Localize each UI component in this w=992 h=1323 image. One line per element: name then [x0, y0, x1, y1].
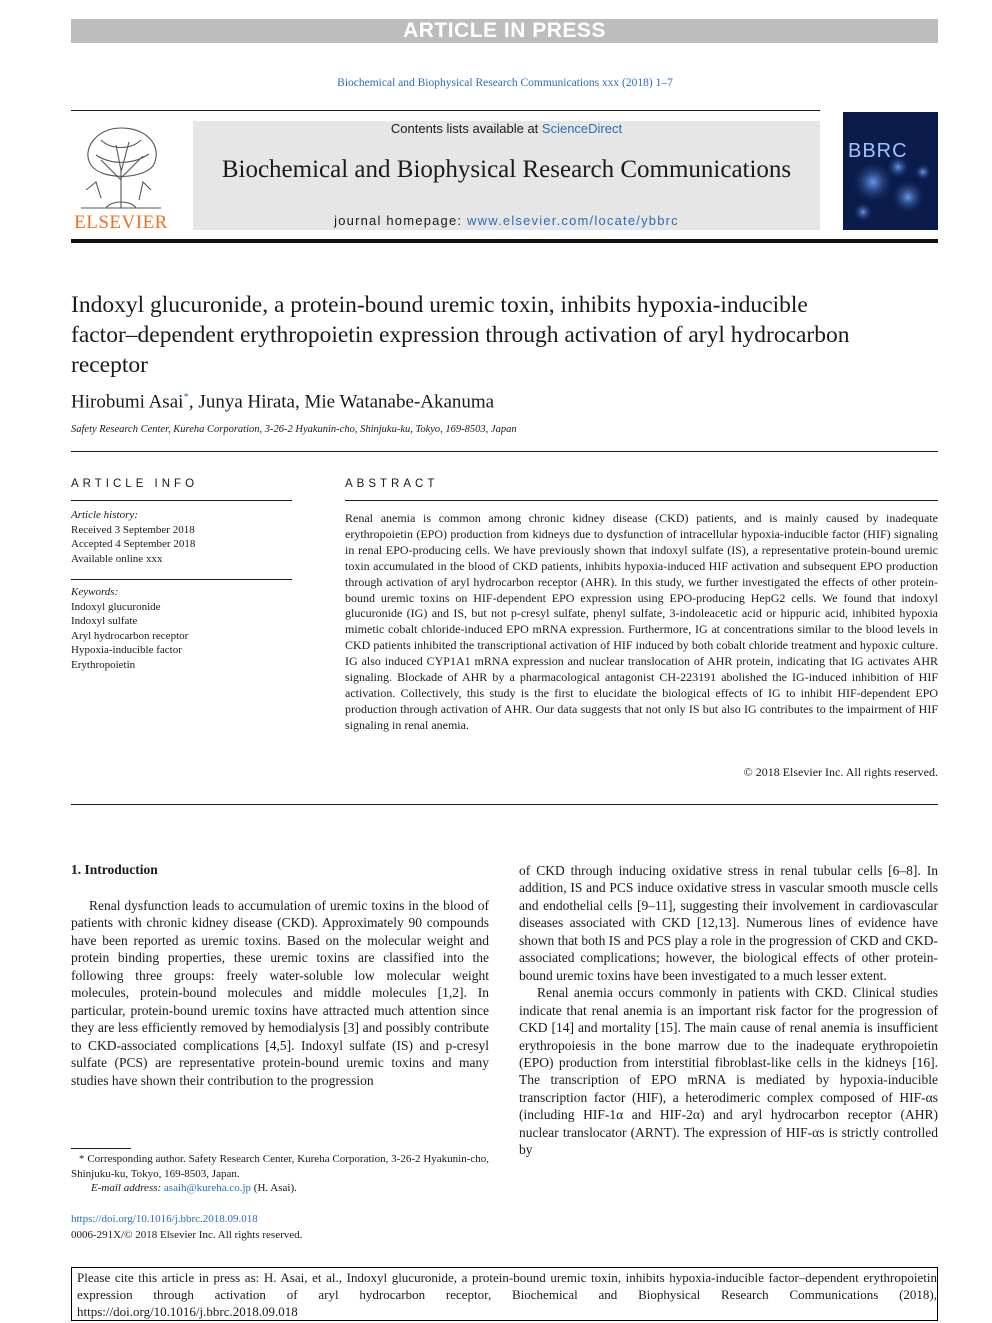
keywords-block [71, 585, 292, 672]
corresponding-mark[interactable]: * [183, 391, 189, 403]
keyword: Aryl hydrocarbon receptor [71, 629, 189, 642]
intro-paragraph: Renal dysfunction leads to accumulation of uremic toxins in the blood of patients with chronic kidney disease (CKD). Approximately 90 compounds have been reported as uremic toxins. Based on the molecular weight and protein binding properties, these uremic toxins are classified into the following three groups: freely water-soluble low molecular weight molecules, protein-bound molecules and middle molecules [1,2]. In particular, protein-bound uremic toxins have attracted much attention since they are less efficiently removed by hemodialysis [3] and possibly contribute to CKD-associated complications [4,5]. Indoxyl sulfate (IS) and p-cresyl sulfate (PCS) are representative protein-bound uremic toxins and many studies have shown their contribution to the progression [71, 898, 489, 1088]
journal-homepage [193, 213, 820, 228]
info-top-rule [71, 451, 938, 452]
header-rule [71, 110, 820, 111]
article-in-press-banner: ARTICLE IN PRESS [71, 19, 938, 43]
author-list [71, 391, 494, 413]
intro-left-column [71, 897, 489, 1089]
author-rest: , Junya Hirata, Mie Watanabe-Akanuma [188, 391, 495, 413]
sciencedirect-link[interactable]: ScienceDirect [541, 121, 623, 136]
received-date: Received 3 September 2018 [71, 523, 195, 536]
online-date: Available online xxx [71, 552, 163, 565]
header-thick-rule [71, 239, 938, 243]
article-history [71, 508, 292, 566]
journal-title: Biochemical and Biophysical Research Communications [221, 156, 792, 183]
cite-this-article-box: Please cite this article in press as: H. Asai, et al., Indoxyl glucuronide, a protein-bound uremic toxin, inhibits hypoxia-inducible factor–dependent erythropoietin expression through activation of aryl hydrocarbon receptor, Biochemical and Biophysical Research Communications (2018), https://doi.org/10.1016/j.bbrc.2018.09.018 [71, 1267, 938, 1321]
email-line [71, 1181, 489, 1196]
doi-block [71, 1211, 302, 1243]
keyword: Indoxyl sulfate [71, 615, 138, 627]
elsevier-wordmark: ELSEVIER [74, 212, 168, 233]
email-label: E-mail address: [91, 1182, 164, 1194]
contents-line [193, 121, 820, 136]
intro-paragraph: Renal anemia occurs commonly in patients with CKD. Clinical studies indicate that renal anemia is an important risk factor for the progression of CKD [14] and mortality [15]. The main cause of renal anemia is insufficient erythropoiesis in the bone marrow due to the inadequate erythropoietin (EPO) production from interstitial fibroblast-like cells in the kidneys [16]. The transcription of EPO mRNA is mediated by hypoxia-inducible transcription factor (HIF), a heterodimeric complex composed of HIF-αs (including HIF-1α and HIF-2α) and aryl hydrocarbon receptor (AHR) nuclear translocator (ARNT). The expression of HIF-αs is strictly controlled by [519, 985, 938, 1158]
affiliation: Safety Research Center, Kureha Corporation, 3-26-2 Hyakunin-cho, Shinjuku-ku, Tokyo, 169-8503, Japan [71, 424, 517, 435]
keywords-label: Keywords: [71, 586, 119, 598]
contents-prefix: Contents lists available at [390, 121, 542, 136]
introduction-heading: 1. Introduction [71, 862, 158, 877]
keywords-rule [71, 579, 292, 580]
cover-label: BBRC [848, 140, 908, 162]
keyword: Indoxyl glucuronide [71, 600, 161, 613]
email-link[interactable]: asaih@kureha.co.jp [163, 1182, 252, 1194]
keyword: Erythropoietin [71, 658, 136, 671]
abstract-text: Renal anemia is common among chronic kidney disease (CKD) patients, and is mainly caused by inadequate erythropoietin (EPO) production from kidneys due to dysfunction of intracellular hypoxia-inducible factor (HIF) signaling in renal EPO-producing cells. We have previously shown that indoxyl sulfate (IS), a representative protein-bound uremic toxin accumulated in the blood of CKD patients, inhibits hypoxia-induced HIF activation and subsequent EPO production through activation of aryl hydrocarbon receptor (AHR). In this study, we further investigated the effects of other protein-bound uremic toxins on HIF-dependent EPO expression using EPO-producing HepG2 cells. We found that indoxyl glucuronide (IG) and IS, but not p-cresyl sulfate, phenyl sulfate, 3-indoleacetic acid or hippuric acid, inhibited hypoxia mimetic cobalt chloride-induced EPO mRNA expression. Furthermore, IG at concentrations similar to the blood levels in CKD patients inhibited the transcriptional activation of HIF induced by both cobalt chloride treatment and hypoxic culture. IG also induced CYP1A1 mRNA expression and nuclear translocation of AHR protein, indicating that IG activates AHR signaling. Blockade of AHR by a pharmacological antagonist CH-223191 abolished the IG-induced inhibition of HIF activation. Collectively, this study is the first to elucidate the biological effects of IG to inhibit HIF-dependent EPO production through activation of AHR. Our data suggests that not only IS but also IG contributes to the impairment of HIF signaling in renal anemia. [345, 511, 938, 732]
author-first: Hirobumi Asai [71, 391, 184, 413]
intro-paragraph: of CKD through inducing oxidative stress in renal tubular cells [6–8]. In addition, IS and PCS induce oxidative stress in vascular smooth muscle cells and endothelial cells [9–11], suggesting their involvement in cardiovascular diseases associated with CKD [12,13]. Numerous lines of evidence have shown that both IS and PCS play a role in the progression of CKD and CKD-associated complications; however, the biological effects of other protein-bound uremic toxins have been investigated to a much lesser extent. [519, 863, 938, 983]
article-info-rule [71, 500, 292, 501]
issn-line: 0006-291X/© 2018 Elsevier Inc. All rights reserved. [71, 1229, 303, 1241]
homepage-link[interactable]: www.elsevier.com/locate/ybbrc [467, 213, 679, 228]
abstract-heading: ABSTRACT [345, 478, 439, 490]
doi-link[interactable]: https://doi.org/10.1016/j.bbrc.2018.09.018 [71, 1213, 258, 1225]
abstract-rule [345, 500, 938, 501]
accepted-date: Accepted 4 September 2018 [71, 538, 196, 550]
history-label: Article history: [71, 509, 138, 521]
abstract-copyright: © 2018 Elsevier Inc. All rights reserved. [743, 765, 938, 779]
corresponding-note: * Corresponding author. Safety Research Center, Kureha Corporation, 3-26-2 Hyakunin-cho, Shinjuku-ku, Tokyo, 169-8503, Japan. [71, 1153, 489, 1180]
journal-citation[interactable]: Biochemical and Biophysical Research Communications xxx (2018) 1–7 [337, 77, 673, 89]
abstract-bottom-rule [71, 804, 938, 805]
footnote [71, 1152, 489, 1196]
footnote-rule [71, 1148, 131, 1149]
keyword: Hypoxia-inducible factor [71, 644, 182, 656]
email-suffix: (H. Asai). [251, 1182, 297, 1194]
article-title: Indoxyl glucuronide, a protein-bound uremic toxin, inhibits hypoxia-inducible factor–dependent erythropoietin expression through activation of aryl hydrocarbon receptor [71, 292, 850, 378]
homepage-prefix: journal homepage: [334, 213, 468, 228]
intro-right-column [519, 862, 938, 1159]
article-info-heading: ARTICLE INFO [71, 478, 199, 490]
journal-cover [843, 112, 938, 230]
